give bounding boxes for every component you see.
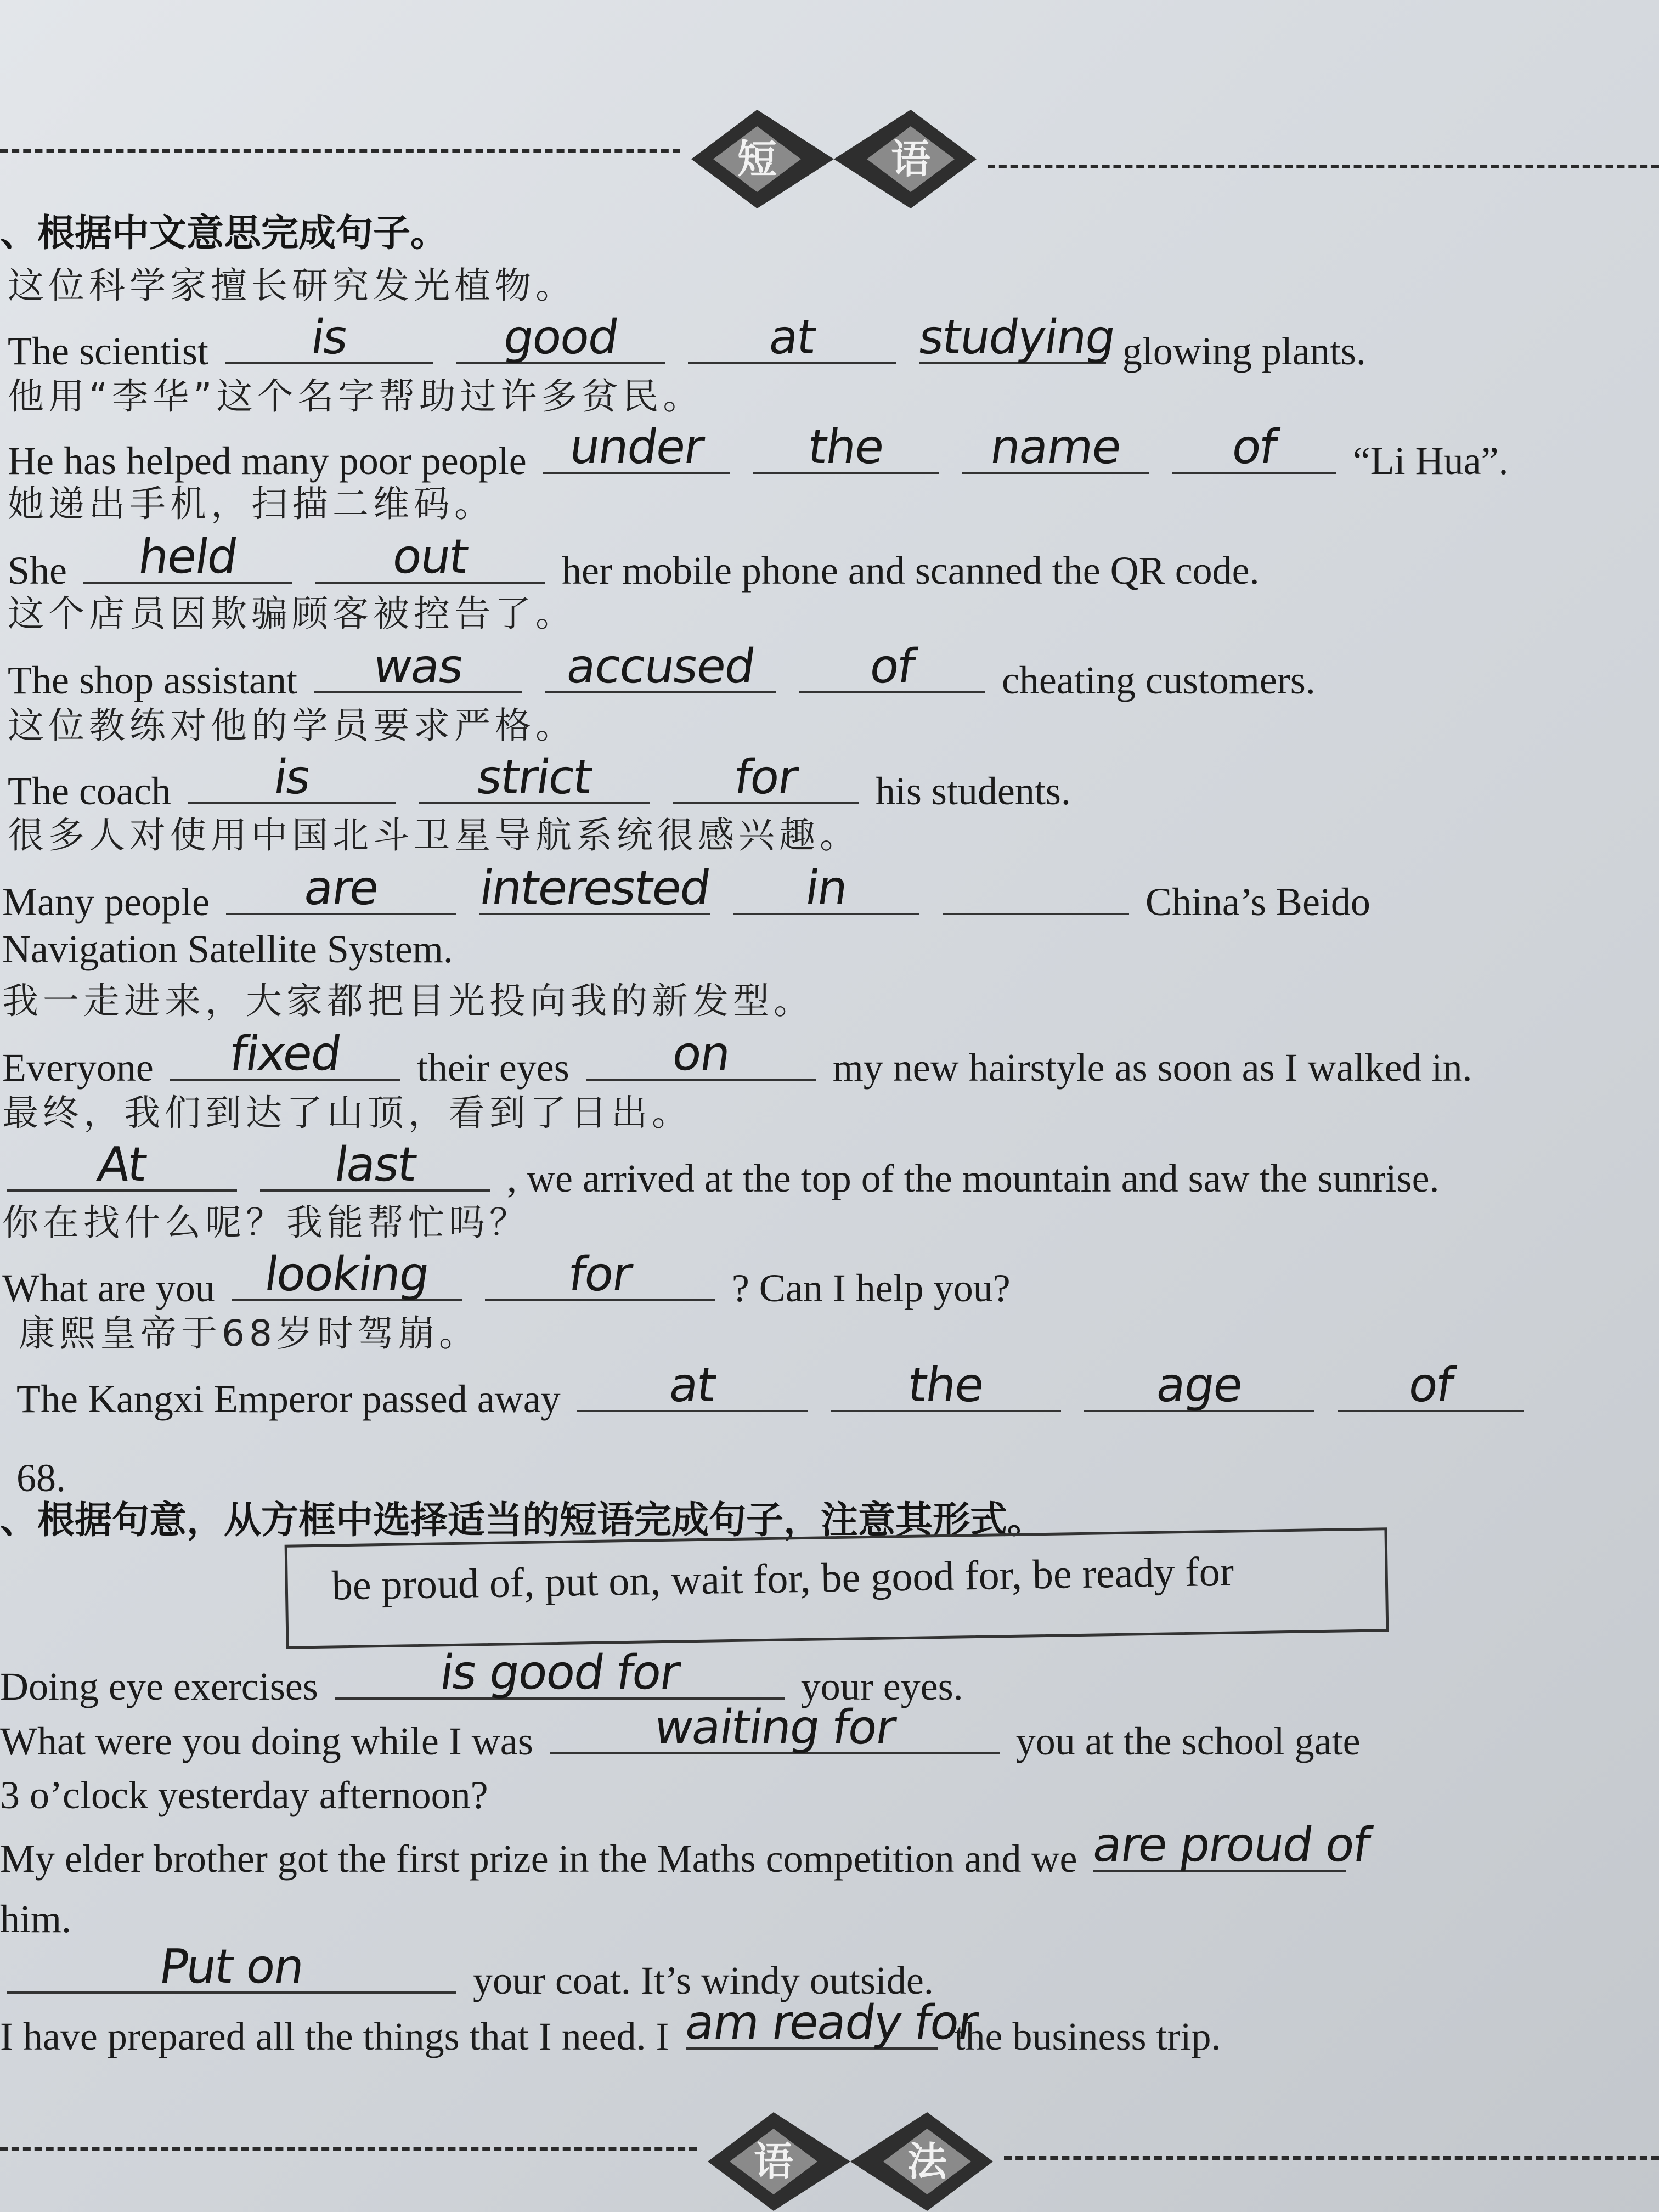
item6-chinese: 很多人对使用中国北斗卫星导航系统很感兴趣。	[8, 814, 860, 856]
item6-blank-1[interactable]	[226, 861, 456, 916]
item1-english	[8, 310, 1366, 373]
item1-chinese: 这位科学家擅长研究发光植物。	[8, 264, 576, 307]
s2-item4-blank[interactable]	[7, 1939, 456, 1994]
item10-blank-4[interactable]	[1338, 1358, 1524, 1413]
s2-item3-answer: are proud of	[1090, 1818, 1373, 1872]
item6-english	[2, 861, 1370, 924]
item6-blank-3[interactable]	[733, 861, 919, 916]
item7-english	[2, 1026, 1472, 1090]
item4-blank-2[interactable]	[545, 639, 776, 694]
item4-chinese: 这个店员因欺骗顾客被控告了。	[8, 592, 576, 635]
item3-chinese: 她递出手机，扫描二维码。	[8, 483, 495, 525]
item4-answer-3: of	[866, 639, 918, 694]
item3-text-a: She	[8, 549, 67, 592]
item10-answer-2: the	[905, 1358, 987, 1413]
item10-english-continued: 68.	[16, 1456, 66, 1500]
item10-answer-1: at	[665, 1358, 719, 1413]
item8-answer-1: At	[94, 1137, 150, 1192]
item1-blank-4[interactable]	[915, 310, 1119, 365]
item5-blank-3[interactable]	[673, 750, 859, 805]
item9-english	[2, 1247, 1011, 1310]
footer-divider-right	[1004, 2156, 1659, 2160]
section2-title: 、根据句意，从方框中选择适当的短语完成句子，注意其形式。	[0, 1499, 1045, 1542]
item6-text-a: Many people	[2, 880, 210, 924]
s2-item5-answer: am ready for	[681, 1995, 980, 2050]
item9-text-a: What are you	[2, 1266, 215, 1310]
item9-blank-2[interactable]	[485, 1247, 715, 1302]
item4-answer-2: accused	[563, 639, 758, 694]
item1-answer-2: good	[500, 310, 622, 365]
item1-answer-1: is	[307, 310, 351, 365]
item2-text-b: “Li Hua”.	[1352, 439, 1509, 483]
item2-answer-1: under	[566, 420, 707, 475]
item2-text-a: He has helped many poor people	[8, 439, 527, 483]
item6-answer-1: are	[301, 861, 382, 916]
header-divider-right	[988, 165, 1659, 168]
item10-text-a: The Kangxi Emperor passed away	[16, 1377, 561, 1421]
s2-item5-blank[interactable]	[681, 1995, 980, 2050]
s2-item2-blank[interactable]	[550, 1700, 1000, 1755]
item6-english-continued: Navigation Satellite System.	[2, 927, 453, 971]
header-divider-left	[0, 149, 680, 153]
s2-item1-blank[interactable]	[335, 1645, 785, 1700]
footer-divider-left	[0, 2147, 697, 2151]
item10-blank-2[interactable]	[831, 1358, 1061, 1413]
s2-item2-text-a: What were you doing while I was	[0, 1719, 533, 1763]
item5-answer-3: for	[731, 750, 800, 805]
s2-item4-text-a: your coat. It’s windy outside.	[473, 1959, 934, 2002]
item1-blank-2[interactable]	[456, 310, 665, 365]
item5-answer-2: strict	[473, 750, 595, 805]
s2-item2-english-continued: 3 o’clock yesterday afternoon?	[0, 1773, 488, 1817]
item9-answer-1: looking	[261, 1247, 432, 1302]
item8-chinese: 最终，我们到达了山顶，看到了日出。	[2, 1092, 692, 1134]
s2-item5-english	[0, 1995, 1221, 2058]
item1-text-b: glowing plants.	[1122, 329, 1366, 373]
item3-answer-1: held	[135, 529, 240, 584]
item6-blank-4[interactable]	[943, 874, 1129, 915]
item4-english	[8, 639, 1316, 702]
item6-answer-3: in	[802, 861, 851, 916]
item4-blank-1[interactable]	[314, 639, 522, 694]
item1-text-a: The scientist	[8, 329, 208, 373]
item2-english	[8, 420, 1509, 483]
item1-answer-3: at	[765, 310, 819, 365]
s2-item1-answer: is good for	[436, 1645, 682, 1700]
item7-blank-2[interactable]	[586, 1026, 816, 1081]
item2-answer-4: of	[1228, 420, 1280, 475]
item4-blank-3[interactable]	[799, 639, 985, 694]
item3-blank-1[interactable]	[83, 529, 292, 584]
item9-blank-1[interactable]	[232, 1247, 462, 1302]
item6-blank-2[interactable]	[476, 861, 713, 916]
s2-item1-english	[0, 1645, 963, 1708]
section1-title: 、根据中文意思完成句子。	[0, 212, 448, 255]
item6-text-b: China’s Beido	[1145, 880, 1370, 924]
item2-chinese: 他用“李华”这个名字帮助过许多贫民。	[8, 375, 704, 417]
item9-answer-2: for	[565, 1247, 635, 1302]
item9-chinese: 你在找什么呢？我能帮忙吗？	[2, 1201, 530, 1244]
item3-answer-2: out	[389, 529, 471, 584]
item7-text-b: their eyes	[416, 1046, 569, 1090]
item3-text-b: her mobile phone and scanned the QR code.	[562, 549, 1260, 592]
s2-item2-english	[0, 1700, 1361, 1763]
s2-item2-answer: waiting for	[651, 1700, 899, 1755]
item10-answer-4: of	[1405, 1358, 1457, 1413]
item5-text-b: his students.	[875, 769, 1071, 813]
item8-blank-2[interactable]	[260, 1137, 490, 1192]
item8-text-a: , we arrived at the top of the mountain and saw the sunrise.	[507, 1156, 1440, 1200]
item4-answer-1: was	[370, 639, 466, 694]
footer-emblem-char-1: 语	[753, 2138, 794, 2185]
header-emblem	[680, 104, 988, 214]
s2-item4-answer: Put on	[156, 1939, 307, 1994]
s2-item3-english-continued: him.	[0, 1897, 72, 1941]
s2-item1-text-b: your eyes.	[800, 1664, 963, 1708]
item7-answer-2: on	[669, 1026, 733, 1081]
s2-item4-english	[0, 1939, 934, 2002]
phrase-box	[285, 1527, 1389, 1649]
item7-blank-1[interactable]	[170, 1026, 400, 1081]
item10-english	[16, 1358, 1531, 1421]
footer-emblem	[697, 2107, 1004, 2212]
item8-english	[0, 1137, 1440, 1200]
item8-answer-2: last	[331, 1137, 420, 1192]
header-emblem-char-2: 语	[890, 136, 931, 182]
s2-item1-text-a: Doing eye exercises	[0, 1664, 318, 1708]
s2-item5-text-a: I have prepared all the things that I need. I	[0, 2015, 669, 2058]
item7-answer-1: fixed	[226, 1026, 344, 1081]
item2-blank-3[interactable]	[962, 420, 1149, 475]
item1-blank-1[interactable]	[225, 310, 433, 365]
header-emblem-char-1: 短	[737, 136, 777, 182]
item7-text-c: my new hairstyle as soon as I walked in.	[832, 1046, 1472, 1090]
item2-blank-4[interactable]	[1172, 420, 1336, 475]
item10-blank-1[interactable]	[577, 1358, 808, 1413]
phrase-box-text: be proud of, put on, wait for, be good for, be ready for	[331, 1548, 1234, 1609]
item4-text-a: The shop assistant	[8, 658, 297, 702]
item10-answer-3: age	[1153, 1358, 1245, 1413]
item3-english	[8, 529, 1260, 592]
item8-blank-1[interactable]	[7, 1137, 237, 1192]
s2-item3-blank[interactable]	[1090, 1818, 1373, 1872]
item5-english	[8, 750, 1071, 813]
s2-item5-text-b: the business trip.	[954, 2015, 1221, 2058]
item6-answer-2: interested	[476, 861, 713, 916]
footer-emblem-char-2: 法	[907, 2138, 947, 2185]
item5-chinese: 这位教练对他的学员要求严格。	[8, 704, 576, 747]
item5-answer-1: is	[270, 750, 314, 805]
item3-blank-2[interactable]	[315, 529, 545, 584]
item7-chinese: 我一走进来，大家都把目光投向我的新发型。	[2, 980, 814, 1022]
item9-text-b: ? Can I help you?	[731, 1266, 1011, 1310]
item10-blank-3[interactable]	[1084, 1358, 1314, 1413]
s2-item3-text-a: My elder brother got the first prize in the Maths competition and we	[0, 1837, 1077, 1881]
item5-blank-2[interactable]	[419, 750, 650, 805]
item2-blank-1[interactable]	[543, 420, 730, 475]
item2-answer-3: name	[986, 420, 1124, 475]
item4-text-b: cheating customers.	[1001, 658, 1316, 702]
s2-item2-text-b: you at the school gate	[1015, 1719, 1361, 1763]
item10-chinese: 康熙皇帝于68岁时驾崩。	[19, 1312, 479, 1355]
item1-answer-4: studying	[915, 310, 1119, 365]
item1-blank-3[interactable]	[688, 310, 896, 365]
item5-text-a: The coach	[8, 769, 171, 813]
item5-blank-1[interactable]	[188, 750, 396, 805]
item2-blank-2[interactable]	[753, 420, 939, 475]
s2-item3-english	[0, 1818, 1373, 1881]
item2-answer-2: the	[805, 420, 887, 475]
item7-text-a: Everyone	[2, 1046, 154, 1090]
